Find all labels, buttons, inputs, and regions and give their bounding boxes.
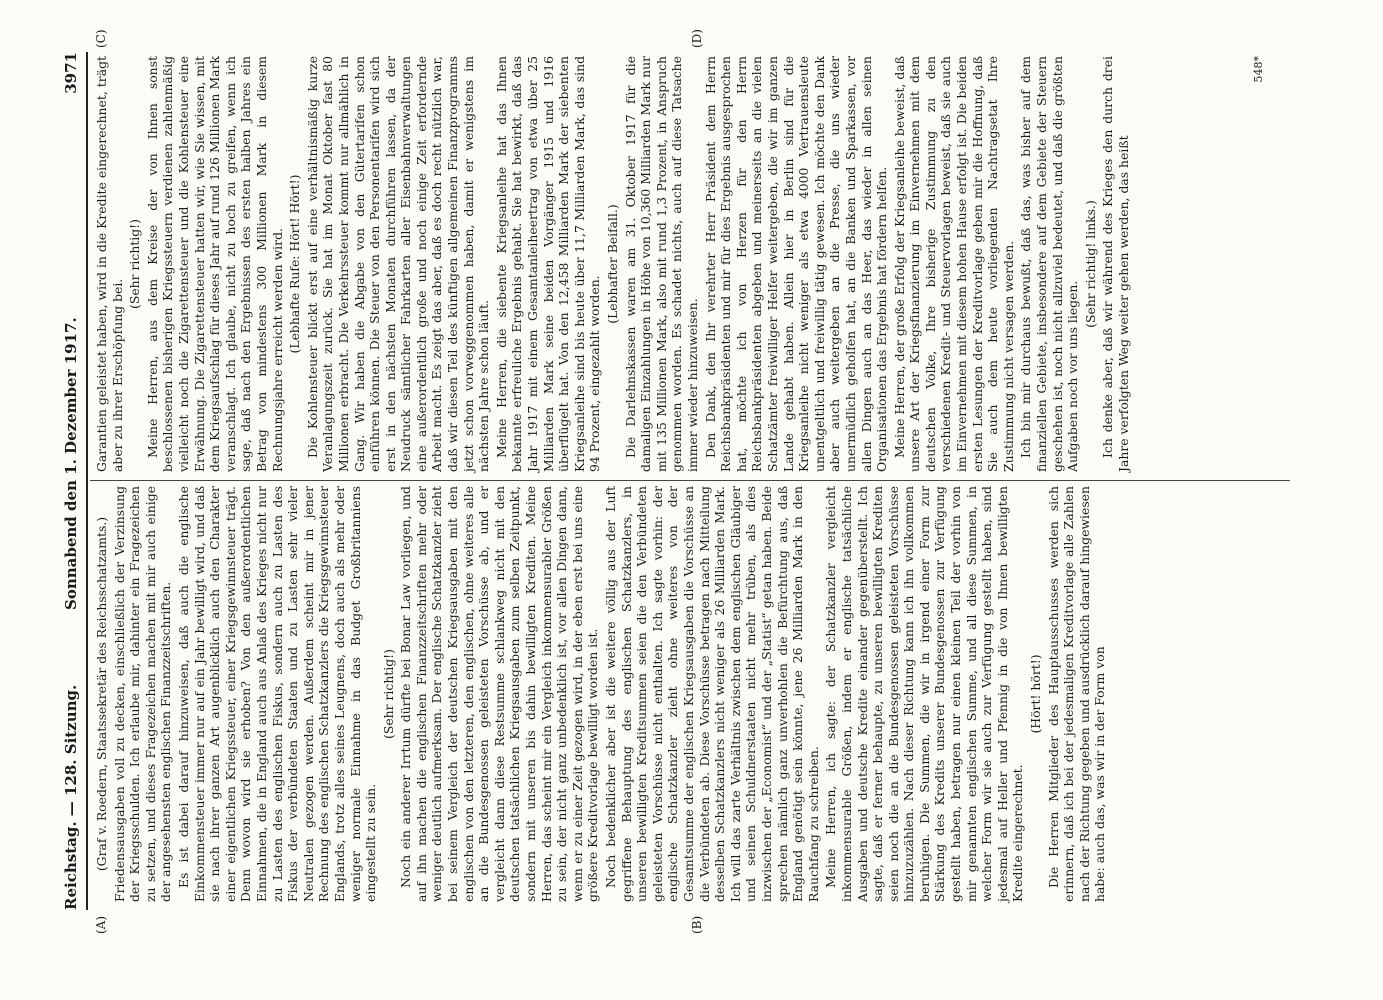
column-divider — [90, 480, 1290, 481]
paragraph: Die Kohlensteuer blickt erst auf eine verhältnismäßig kurze Veranlagungszeit zurück. Sie hat im Monat Oktober fast 80 Millionen erbracht. Die Verkehrssteuer kommt nur allmählich in Gang. Wir haben die Abgabe von den Gütertarifen schon einführen können. Die Steuer von den Personentarifen wird sich erst in den nächsten Monaten durchführen lassen, da der Neudruck sämtlicher Fahrkarten aller Eisenbahnverwaltungen eine außerordentlich große und noch einige Zeit erfordernde Arbeit macht. Es zeigt das aber, daß es doch recht nützlich war, daß wir diesen Teil des künftigen allgemeinen Finanzprogramms jetzt schon vorweggenommen haben, damit er wenigstens im nächsten Jahre schon läuft. — [304, 56, 492, 472]
signature-mark: 548* — [1252, 56, 1265, 83]
paragraph: Die Darlehnskassen waren am 31. Oktober 1917 für die damaligen Einzahlungen in Höhe von 10,360 Milliarden Mark nur mit 135 Millionen Mark, also mit rund 1,3 Prozent, in Anspruch genommen worden. Es schadet nichts, auch auf diese Tatsache immer wieder hinzuweisen. — [622, 56, 700, 472]
paragraph: Noch bedenklicher aber ist die weitere völlig aus der Luft gegriffene Behauptung des englischen Schatzkanzlers, in unseren bewilligten Kreditsummen seien die den Verbündeten geleisteten Vorschüsse nicht enthalten. Ich sagte vorhin: der englische Schatzkanzler zieht ohne weiteres von der Gesamtsumme der englischen Kriegsausgaben die Vorschüsse an die Verbündeten ab. Diese Vorschüsse betragen nach Mitteilung desselben Schatzkanzlers nicht weniger als 26 Milliarden Mark. Ich will das zarte Verhältnis zwischen dem englischen Gläubiger und seinen Schuldnerstaaten nicht mehr trüben, als dies inzwischen der „Economist“ und der „Statist“ getan haben. Beide sprechen nämlich ganz unverhohlen die Befürchtung aus, daß England genötigt sein könnte, jene 26 Milliarden Mark in den Rauchfang zu schreiben. — [603, 486, 821, 902]
paragraph: Meine Herren, ich sagte: der Schatzkanzler vergleicht inkommensurable Größen, indem er englische tatsächliche Ausgaben und deutsche Kredite einander gegenüberstellt. Ich sagte, daß er ferner behaupte, zu unseren bewilligten Krediten seien noch die an die Bundesgenossen geleisteten Vorschüsse hinzuzuzählen. Nach dieser Richtung kann ich ihn vollkommen beruhigen. Die Summen, die wir in irgend einer Form zur Stärkung des Kredits unserer Bundesgenossen zur Verfügung gestellt haben, betragen nur einen kleinen Teil der vorhin von mir genannten englischen Summe, und all diese Summen, in welcher Form wir sie auch zur Verfügung gestellt haben, sind jedesmal auf Heller und Pfennig in die von Ihnen bewilligten Kredite eingerechnet. — [823, 486, 1026, 902]
paragraph: Meine Herren, aus dem Kreise der von Ihnen sonst beschlossenen bisherigen Kriegssteuern verdienen zahlenmäßig vielleicht noch die Zigarettensteuer und die Kohlensteuer eine Erwähnung. Die Zigarettensteuer hatten wir, wie Sie wissen, mit dem Kriegsaufschlag für dieses Jahr auf rund 126 Millionen Mark veranschlagt. Ich glaube, nicht zu hoch zu greifen, wenn ich sage, daß nach den Ergebnissen des ersten halben Jahres ein Betrag von mindestens 300 Millionen Mark in diesem Rechnungsjahre erreicht werden wird. — [144, 56, 285, 472]
margin-mark-a: (A) — [94, 915, 108, 934]
paragraph: Noch ein anderer Irrtum dürfte bei Bonar Law vorliegen, und auf ihn machen die englischen Finanzzeitschriften mehr oder weniger deutlich aufmerksam. Der englische Schatzkanzler zieht bei seinem Vergleich der deutschen Kriegsausgaben mit den englischen von den letzteren, den englischen, ohne weiteres alle an die Bundesgenossen geleisteten Vorschüsse ab, und er vergleicht dann diese Restsumme schlankweg nicht mit den deutschen tatsächlichen Kriegsausgaben zum selben Zeitpunkt, sondern mit unseren bis dahin bewilligten Krediten. Meine Herren, das scheint mir ein Vergleich inkommensurabler Größen zu sein, der nicht ganz unbedenklich ist, vor allen Dingen dann, wenn er zu einer Zeit gezogen wird, in der eben erst bei uns eine größere Kreditvorlage bewilligt worden ist. — [398, 486, 601, 902]
paragraph: Ich bin mir durchaus bewußt, daß das, was bisher auf dem finanziellen Gebiete, insbesondere auf dem Gebiete der Steuern geschehen ist, noch nicht allzuviel bedeutet, und daß die größten Aufgaben noch vor uns liegen. — [1018, 56, 1081, 472]
interjection: (Lebhafte Rufe: Hört! Hört!) — [287, 174, 303, 354]
header-left: Reichstag. — 128. Sitzung. — [62, 684, 80, 910]
paragraph: Die Herren Mitglieder des Hauptausschusses werden sich erinnern, daß ich bei der jedesmaligen Kreditvorlage alle Zahlen nach der Richtung gegeben und ausdrücklich darauf hingewiesen habe: auch das, was wir in der Form von — [1045, 486, 1108, 902]
margin-mark-d: (D) — [690, 29, 704, 48]
speaker-line: (Graf v. Roedern, Staatssekretär des Reichsschatzamts.) — [94, 516, 109, 872]
page-number: 3971 — [62, 52, 80, 94]
margin-mark-b: (B) — [690, 915, 704, 934]
paragraph: Es ist dabei darauf hinzuweisen, daß auch die englische Einkommensteuer immer nur auf ein Jahr bewilligt wird, und daß sie nach ihrer ganzen Art augenblicklich auch den Charakter einer eigentlichen Kriegssteuer, einer Kriegsgewinnsteuer trägt. Denn wovon wird sie erhoben? Von den außerordentlichen Einnahmen, die in England auch aus Anlaß des Krieges nicht nur zu Lasten des englischen Fiskus, sondern auch zu Lasten des Fiskus der verbündeten Staaten und zu Lasten sehr vieler Neutralen gezogen werden. Außerdem scheint mir in jener Rechnung des englischen Schatzkanzlers die Kriegsgewinnsteuer Englands, trotz alles seines Leugnens, doch auch als mehr oder weniger normale Einnahme in das Budget Großbritanniens eingestellt zu sein. — [175, 486, 379, 902]
paragraph: Meine Herren, die siebente Kriegsanleihe hat das Ihnen bekannte erfreuliche Ergebnis gehabt. Sie hat bewirkt, daß das Jahr 1917 mit einem Gesamtanleiheertrag von etwa über 25 Milliarden Mark seine beiden Vorgänger 1915 und 1916 überflügelt hat. Von den 12,458 Milliarden Mark der siebenten Kriegsanleihe sind bis heute über 11,7 Milliarden Mark, das sind 94 Prozent, eingezahlt worden. — [493, 56, 603, 472]
paragraph: Garantien geleistet haben, wird in die Kredite eingerechnet, trägt aber zu ihrer Erschöpfung bei. — [94, 56, 125, 472]
paragraph: Ich denke aber, daß wir während des Krieges den durch drei Jahre verfolgten Weg weiter gehen werden, das heißt — [1100, 56, 1131, 472]
page-header — [58, 52, 86, 910]
interjection: (Hört! hört!) — [1028, 654, 1044, 734]
right-column — [94, 56, 1134, 472]
paragraph: Den Dank, den Ihr verehrter Herr Präsident dem Herrn Reichsbankpräsidenten und mir für dies Ergebnis ausgesprochen hat, möchte ich von Herzen für den Herrn Reichsbankpräsidenten abgeben und meinerseits an die vielen Schatzämter freiwilliger Helfer weitergeben, die wir im ganzen Lande gehabt haben. Allein hier in Berlin sind für die Kriegsanleihe nicht weniger als etwa 4000 Vertrauensleute unentgeltlich und freiwillig tätig gewesen. Ich möchte den Dank aber auch weitergeben an die Presse, die uns wieder unermüdlich geholfen hat, an die Banken und Sparkassen, vor allen Dingen auch an das Heer, das wieder in allen seinen Organisationen das Ergebnis hat fördern helfen. — [702, 56, 890, 472]
paragraph: Friedensausgaben voll zu decken, einschließlich der Verzinsung der Kriegsschulden. Ich erlaube mir, dahinter ein Fragezeichen zu setzen, und dieses Fragezeichen machen mit mir auch einige der angesehensten englischen Finanzzeitschriften. — [111, 486, 174, 902]
paragraph: Meine Herren, der große Erfolg der Kriegsanleihe beweist, daß unsere Art der Kriegsfinanzierung im Einvernehmen mit dem deutschen Volke, Ihre bisherige Zustimmung zu den verschiedenen Kredit- und Steuervorlagen beweist, daß sie auch im Einvernehmen mit diesem hohen Hause erfolgt ist. Die beiden ersten Lesungen der Kreditvorlage geben mir die Hoffnung, daß Sie auch dem heute vorliegenden Nachtragsetat Ihre Zustimmung nicht versagen werden. — [891, 56, 1016, 472]
header-date: Sonnabend den 1. Dezember 1917. — [62, 317, 80, 610]
interjection: (Lebhafter Beifall.) — [605, 204, 620, 324]
interjection: (Sehr richtig!) — [380, 649, 396, 739]
left-column — [94, 486, 1110, 902]
interjection: (Sehr richtig! links.) — [1082, 200, 1098, 328]
header-rule — [86, 52, 88, 910]
interjection: (Sehr richtig!) — [127, 219, 143, 309]
margin-mark-c: (C) — [94, 29, 108, 48]
